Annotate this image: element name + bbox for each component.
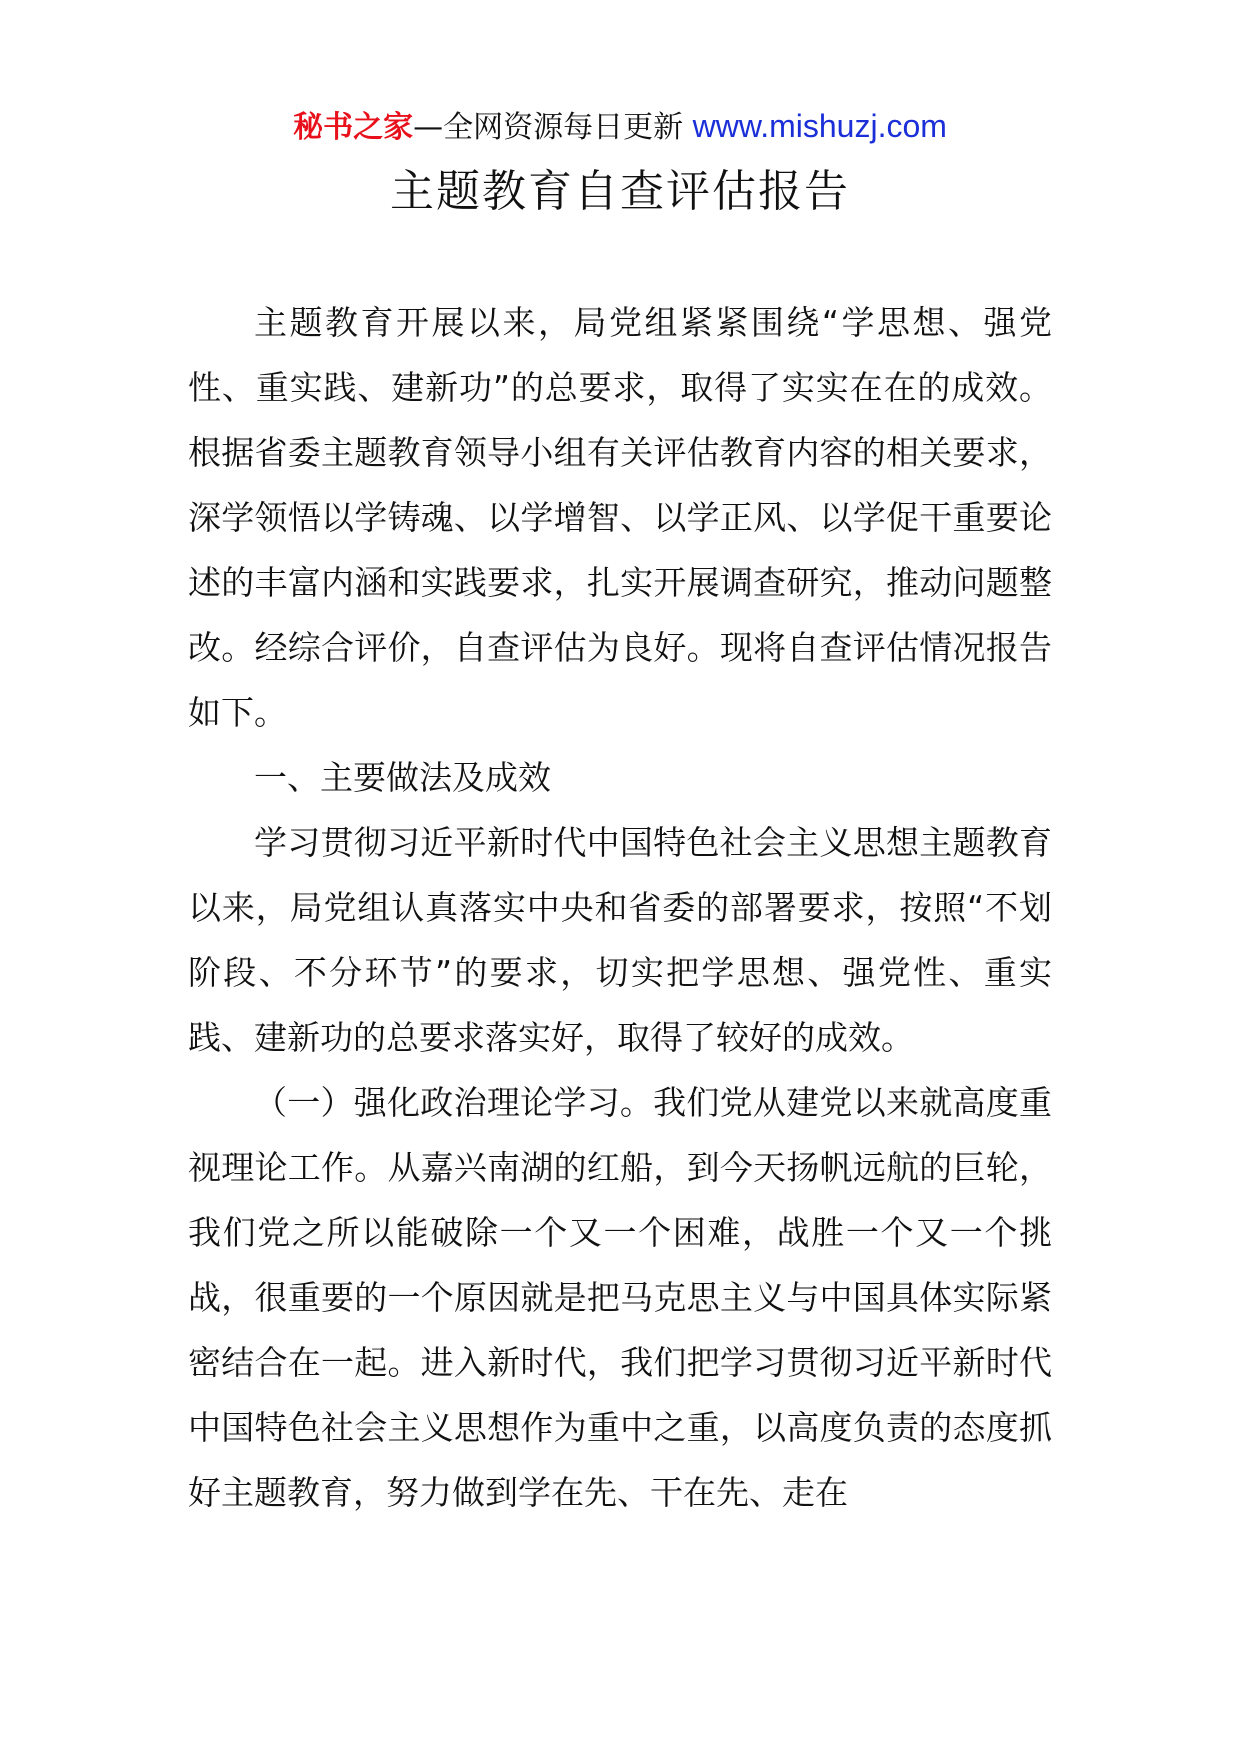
section-paragraph: 学习贯彻习近平新时代中国特色社会主义思想主题教育以来，局党组认真落实中央和省委的部署要求，按照“不划阶段、不分环节”的要求，切实把学思想、强党性、重实践、建新功的总要求落实好，取得了较好的成效。 [188, 823, 1052, 1057]
site-header [0, 104, 1240, 150]
document-body [188, 290, 1052, 1525]
site-tagline: —全网资源每日更新 [413, 110, 693, 145]
section-heading: 一、主要做法及成效 [254, 758, 551, 797]
intro-paragraph: 主题教育开展以来，局党组紧紧围绕“学思想、强党性、重实践、建新功”的总要求，取得了实实在在的成效。根据省委主题教育领导小组有关评估教育内容的相关要求，深学领悟以学铸魂、以学增智、以学正风、以学促干重要论述的丰富内涵和实践要求，扎实开展调查研究，推动问题整改。经综合评价，自查评估为良好。现将自查评估情况报告如下。 [188, 303, 1052, 732]
document-title: 主题教育自查评估报告 [390, 166, 850, 217]
site-brand: 秘书之家 [293, 110, 414, 145]
subsection-paragraph: （一）强化政治理论学习。我们党从建党以来就高度重视理论工作。从嘉兴南湖的红船，到今天扬帆远航的巨轮，我们党之所以能破除一个又一个困难，战胜一个又一个挑战，很重要的一个原因就是把马克思主义与中国具体实际紧密结合在一起。进入新时代，我们把学习贯彻习近平新时代中国特色社会主义思想作为重中之重，以高度负责的态度抓好主题教育，努力做到学在先、干在先、走在 [188, 1083, 1052, 1512]
site-url: www.mishuzj.com [692, 108, 947, 144]
